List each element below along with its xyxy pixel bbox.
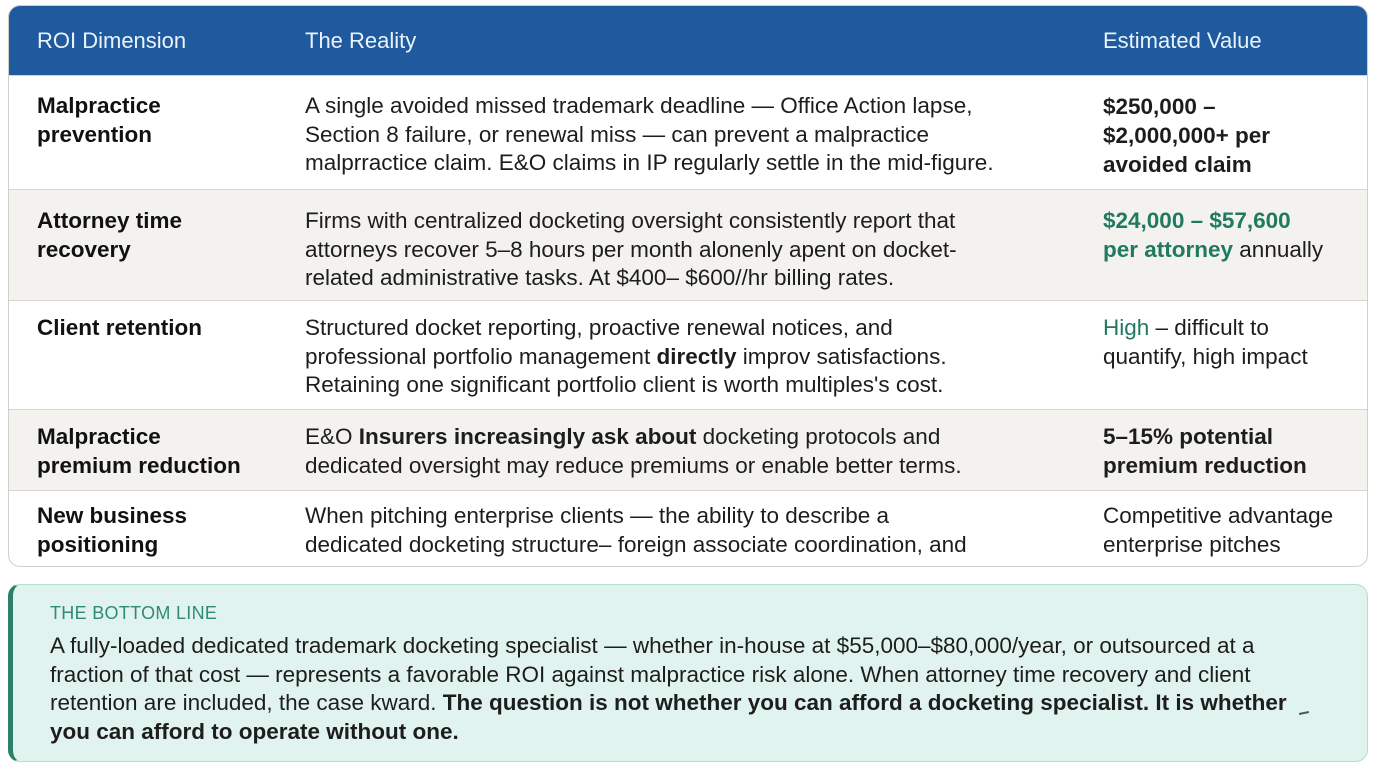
value-cell: 5–15% potential premium reduction (1103, 424, 1307, 478)
header-roi-dimension: ROI Dimension (37, 27, 187, 53)
value-cell: $24,000 – $57,600 per attorney annually (1103, 208, 1324, 262)
reality-cell: A single avoided missed trademark deadline — Office Action lapse, Section 8 failure, or renewal miss — can prevent a malpractice malprractice claim. E&O claims in IP regularly settle in the mid-figure. (305, 93, 994, 175)
reality-cell: E&O Insurers increasingly ask about docketing protocols and dedicated oversight may reduce premiums or enable better terms. (305, 424, 962, 478)
dimension-cell: New business positioning (37, 503, 188, 557)
bottom-line-text: A fully-loaded dedicated trademark docketing specialist — whether in-house at $55,000–$80,000/year, or outsourced at a fraction of that cost — represents a favorable ROI against malpractice risk alone. When attorney time recovery and client retention are included, the case kward. The question is not whether you can afford a docketing specialist. It is whether you can afford to operate without one. (50, 633, 1287, 744)
header-the-reality: The Reality (305, 27, 417, 53)
bottom-line-title: THE BOTTOM LINE (50, 603, 218, 623)
table-row-attorney-time-recovery (9, 189, 1367, 300)
value-cell: $250,000 – $2,000,000+ per avoided claim (1103, 94, 1271, 177)
table-row-client-retention (9, 300, 1367, 409)
dimension-cell: Client retention (37, 315, 203, 340)
bottom-line-callout (8, 584, 1368, 762)
dimension-cell: Malpractice premium reduction (37, 424, 241, 478)
reality-cell: Firms with centralized docketing oversight consistently report that attorneys recover 5–8 hours per month alonenly apent on docket- related administrative tasks. At $400– $600//hr billing rates. (305, 208, 957, 290)
table-header (9, 6, 1367, 75)
table-row-malpractice-premium-reduction (9, 409, 1367, 490)
dimension-cell: Malpractice prevention (37, 93, 161, 147)
reality-cell: Structured docket reporting, proactive renewal notices, and professional portfolio management directly improv satisfactions. Retaining one significant portfolio client is worth multiples's cost. (305, 315, 947, 397)
value-cell: Competitive advantage enterprise pitches (1103, 503, 1334, 557)
dimension-cell: Attorney time recovery (37, 208, 183, 262)
table-row-malpractice-prevention (9, 75, 1367, 189)
reality-cell: When pitching enterprise clients — the ability to describe a dedicated docketing structure– foreign associate coordination, and (305, 503, 967, 557)
header-estimated-value: Estimated Value (1103, 27, 1262, 53)
value-cell: High – difficult to quantify, high impact (1103, 315, 1308, 369)
table-row-new-business-positioning (9, 490, 1367, 567)
roi-table (8, 5, 1368, 567)
